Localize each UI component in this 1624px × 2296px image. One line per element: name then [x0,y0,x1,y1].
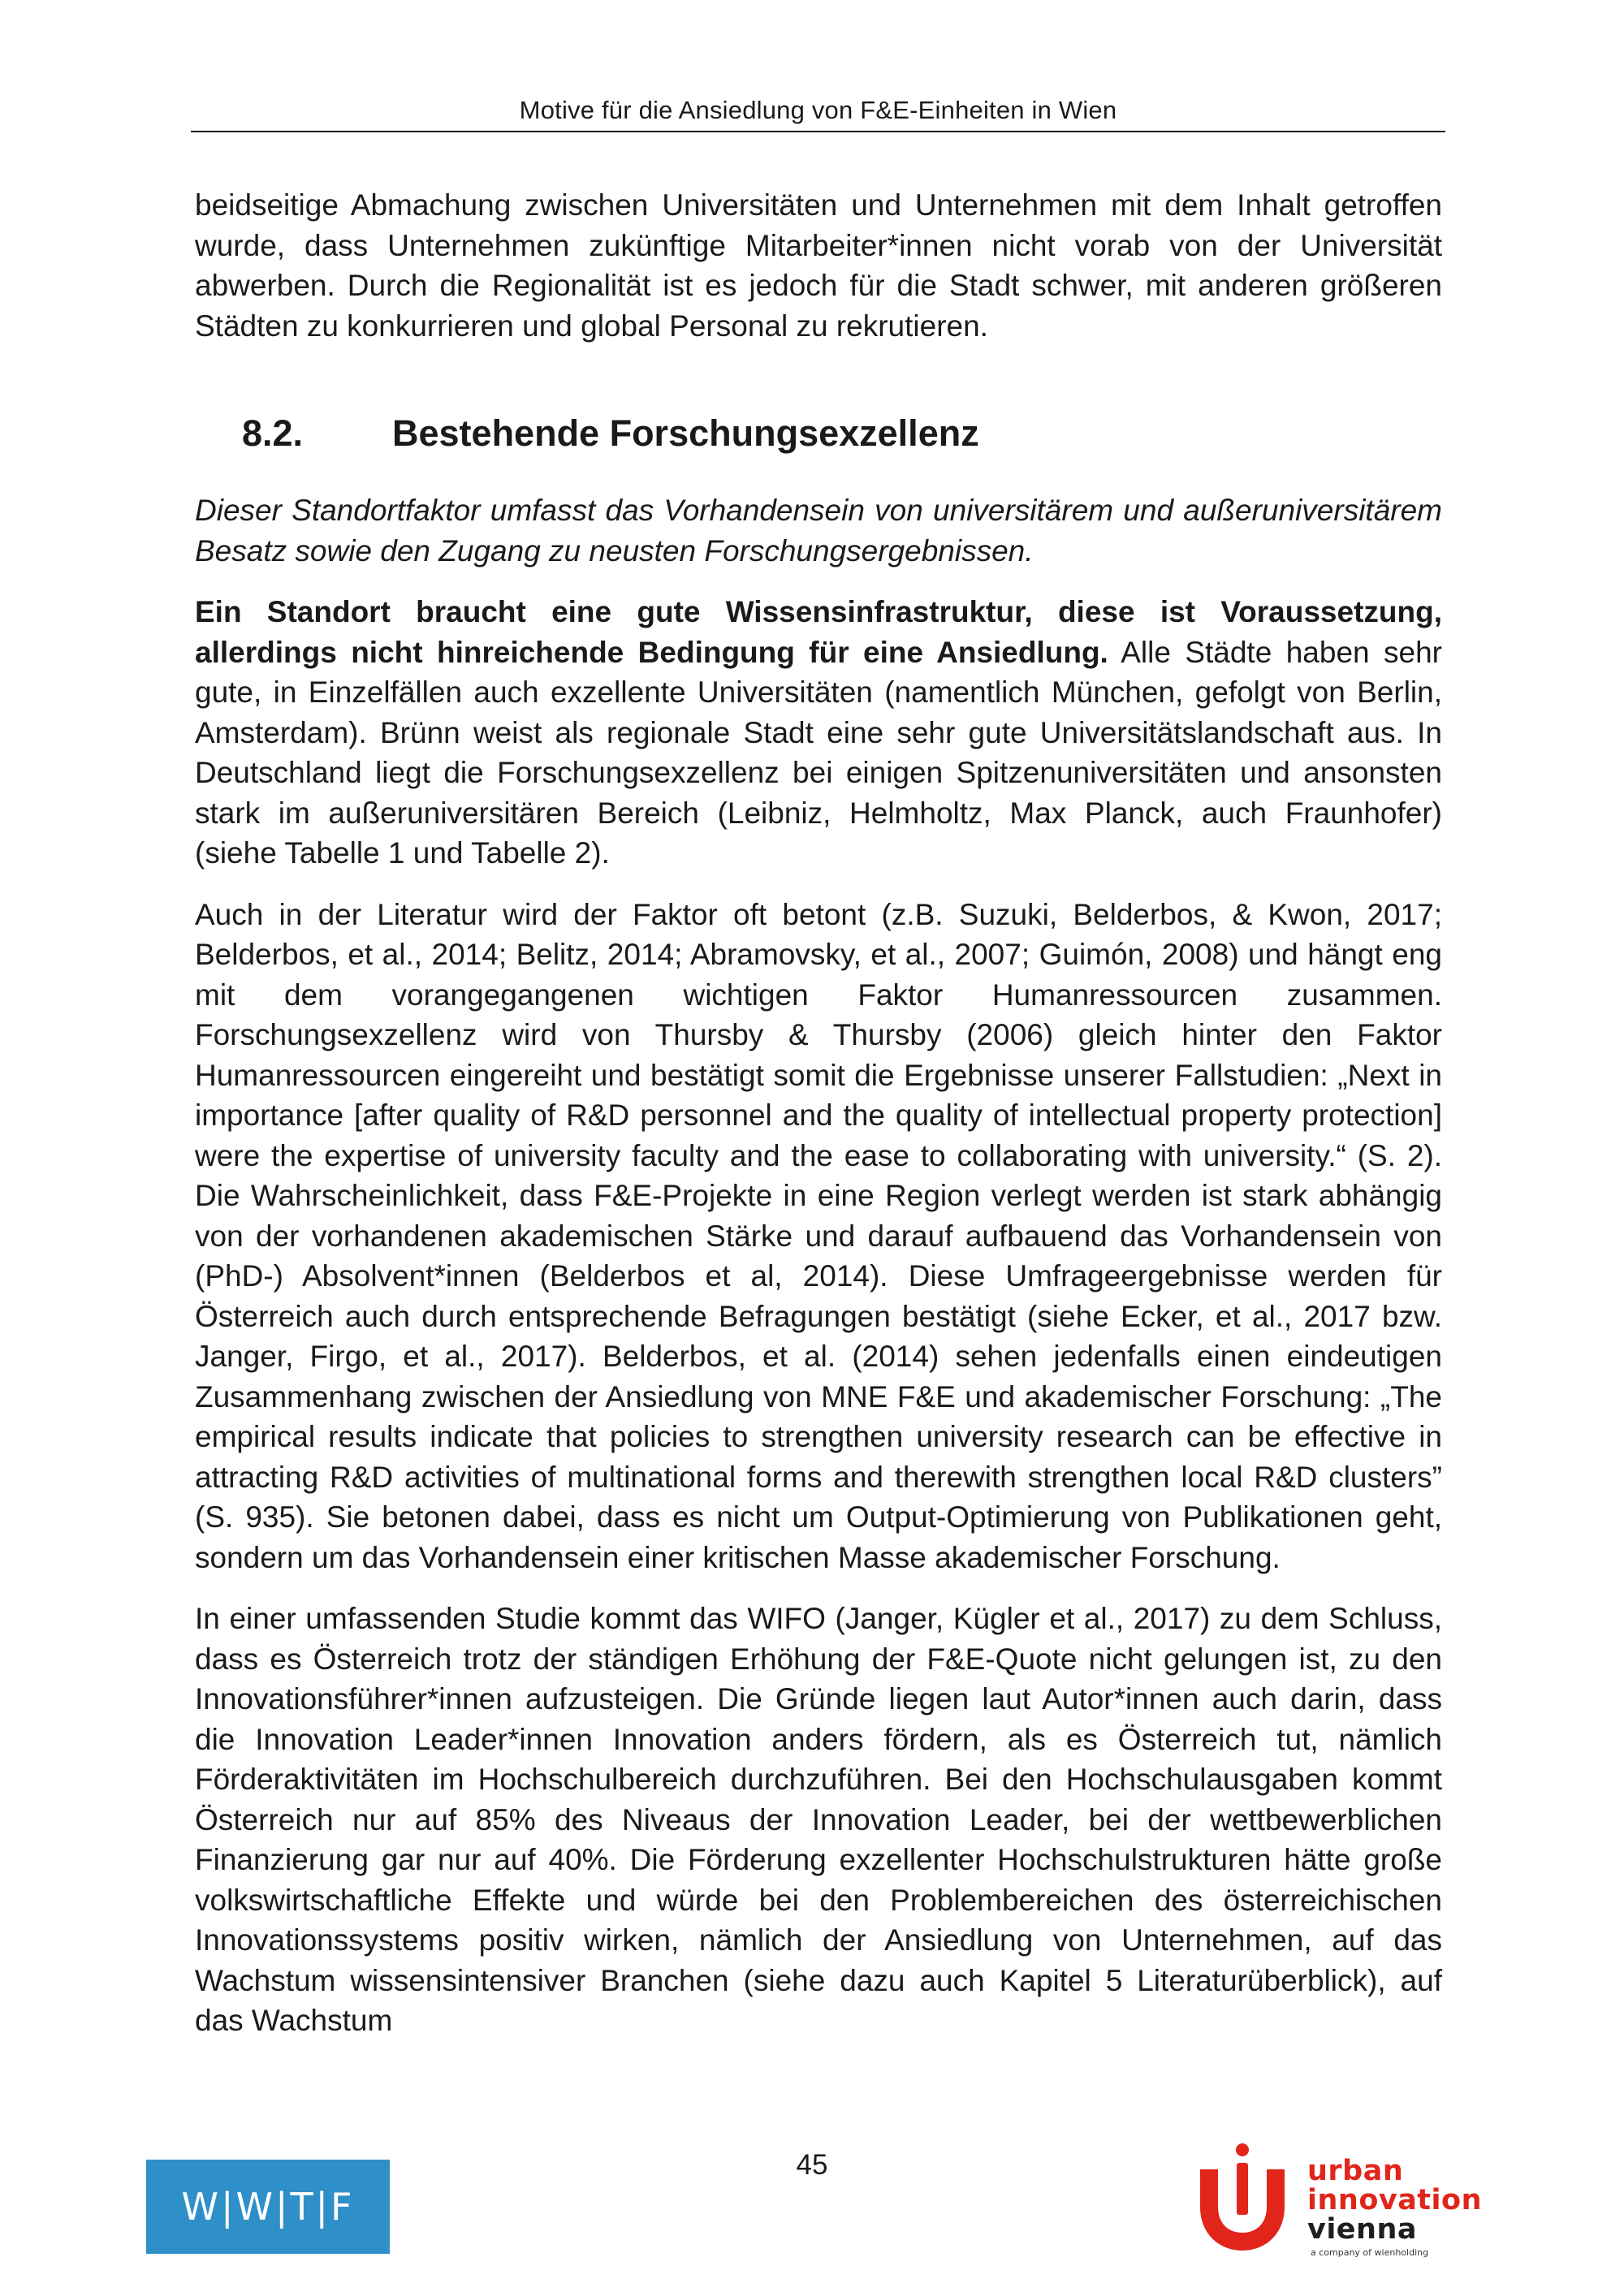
page-number: 45 [796,2149,828,2181]
header-divider [191,131,1445,132]
paragraph-1-text: Alle Städte haben sehr gute, in Einzelfällen auch exzellente Universitäten (namentlich München, gefolgt von Berlin, Amsterdam). Brünn weist als regionale Stadt eine sehr gute Universitätslandschaft aus. In Deutschland liegt die Forschungsexzellenz bei einigen Spitzenuniversitäten und ansonsten stark im außeruniversitären Bereich (Leibniz, Helmholtz, Max Planck, auch Fraunhofer) (siehe Tabelle 1 und Tabelle 2). [195,635,1442,870]
section-number: 8.2. [242,412,304,454]
wwtf-logo-text: W|W|T|F [181,2185,355,2229]
urban-innovation-vienna-logo [1186,2143,1482,2265]
section-intro: Dieser Standortfaktor umfasst das Vorhandensein von universitärem und außeruniversitärem Besatz sowie den Zugang zu neusten Forschungsergebnissen. [195,494,1442,568]
uiv-emblem-icon [1186,2143,1299,2257]
paragraph-3: In einer umfassenden Studie kommt das WIFO (Janger, Kügler et al., 2017) zu dem Schluss, dass es Österreich trotz der ständigen Erhöhung der F&E-Quote nicht gelungen ist, zu den Innovationsführer*innen aufzusteigen. Die Gründe liegen laut Autor*innen auch darin, dass die Innovation Leader*innen Innovation anders fördern, als es Österreich tut, nämlich Förderaktivitäten im Hochschulbereich durchzuführen. Bei den Hochschulausgaben kommt Österreich nur auf 85% des Niveaus der Innovation Leader, bei der wettbewerblichen Finanzierung gar nur auf 40%. Die Förderung exzellenter Hochschulstrukturen hätte große volkswirtschaftliche Effekte und würde bei den Problembereichen des österreichischen Innovationssystems positiv wirken, nämlich der Ansiedlung von Unternehmen, auf das Wachstum wissensintensiver Branchen (siehe dazu auch Kapitel 5 Literaturüberblick), auf das Wachstum [195,1602,1442,2037]
wwtf-logo [146,2160,390,2254]
paragraph-continued: beidseitige Abmachung zwischen Universitäten und Unternehmen mit dem Inhalt getroffen wurde, dass Unternehmen zukünftige Mitarbeiter*innen nicht vorab von der Universität abwerben. Durch die Regionalität ist es jedoch für die Stadt schwer, mit anderen größeren Städten zu konkurrieren und global Personal zu rekrutieren. [195,188,1442,343]
uiv-line-1: urban [1307,2155,1404,2187]
section-title: Bestehende Forschungsexzellenz [392,412,979,454]
paragraph-2: Auch in der Literatur wird der Faktor oft betont (z.B. Suzuki, Belderbos, & Kwon, 2017; Belderbos, et al., 2014; Belitz, 2014; Abramovsky, et al., 2007; Guimón, 2008) und hängt eng mit dem vorangegangenen wichtigen Faktor Humanressourcen zusammen. Forschungsexzellenz wird von Thursby & Thursby (2006) gleich hinter den Faktor Humanressourcen eingereiht und bestätigt somit die Ergebnisse unserer Fallstudien: „Next in importance [after quality of R&D personnel and the quality of intellectual property protection] were the expertise of university faculty and the ease to collaborating with university.“ (S. 2). Die Wahrscheinlichkeit, dass F&E-Projekte in eine Region verlegt werden ist stark abhängig von der vorhandenen akademischen Stärke und darauf aufbauend das Vorhandensein von (PhD-) Absolvent*innen (Belderbos et al, 2014). Diese Umfrageergebnisse werden für Österreich auch durch entsprechende Befragungen bestätigt (siehe Ecker, et al., 2017 bzw. Janger, Firgo, et al., 2017). Belderbos, et al. (2014) sehen jedenfalls einen eindeutigen Zusammenhang zwischen der Ansiedlung von MNE F&E und akademischer Forschung: „The empirical results indicate that policies to strengthen university research can be effective in attracting R&D activities of multinational forms and therewith strengthen local R&D clusters” (S. 935). Sie betonen dabei, dass es nicht um Output-Optimierung von Publikationen geht, sondern um das Vorhandensein einer kritischen Masse akademischer Forschung. [195,897,1442,1574]
page-content [195,185,1442,2041]
uiv-wordmark [1307,2156,1482,2244]
running-header: Motive für die Ansiedlung von F&E-Einheiten in Wien [519,96,1117,124]
paragraph-1-bold-lead: Ein Standort braucht eine gute Wissensinfrastruktur, diese ist Voraussetzung, allerdings nicht hinreichende Bedingung für eine Ansiedlung. [195,595,1442,669]
uiv-line-3: vienna [1307,2213,1418,2246]
section-heading [195,409,1442,458]
paragraph-1 [195,592,1442,874]
uiv-tagline: a company of wienholding [1311,2247,1429,2258]
uiv-line-2: innovation [1307,2184,1482,2216]
